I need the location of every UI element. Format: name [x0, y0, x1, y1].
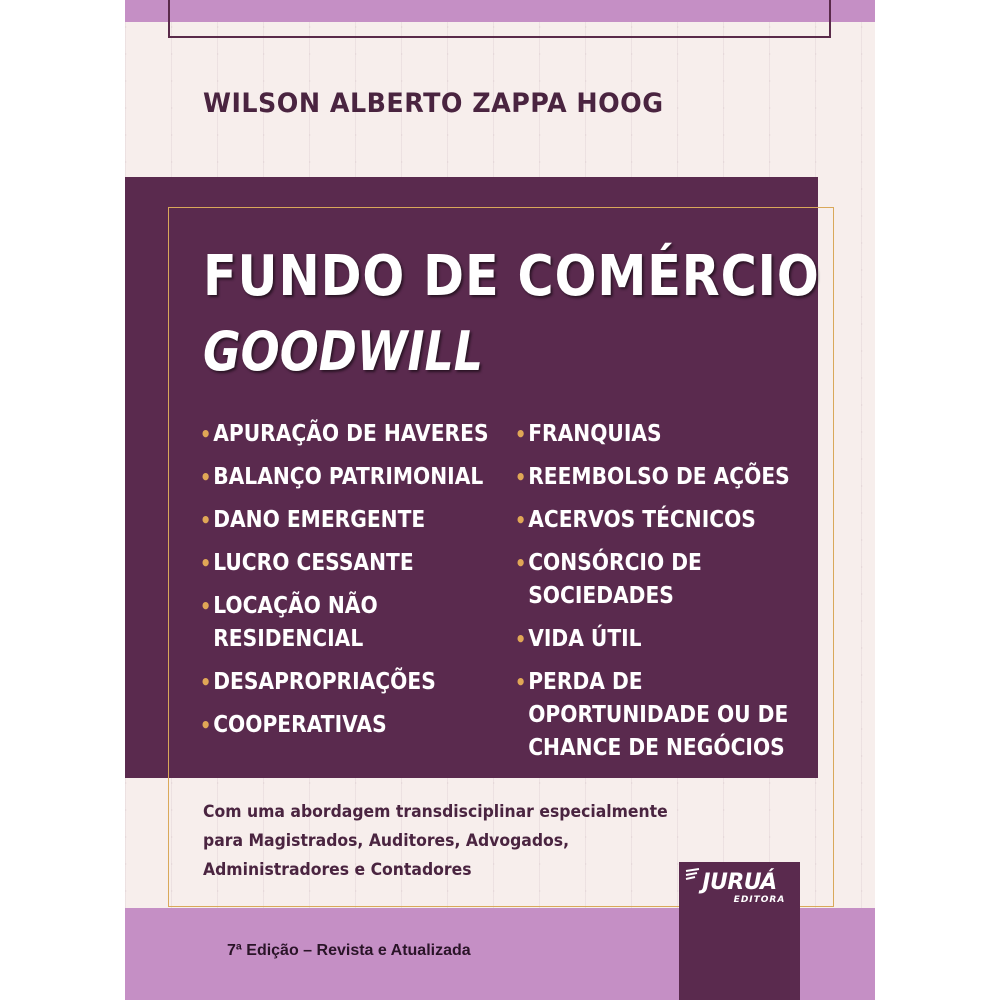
bullet-icon: •: [200, 551, 212, 575]
bullet-icon: •: [515, 422, 527, 446]
topic-line: ACERVOS TÉCNICOS: [528, 507, 756, 533]
topic-item: [200, 666, 482, 699]
top-frame: [168, 0, 831, 38]
publisher-name: JURUÁ: [702, 870, 777, 895]
publisher-logo: [679, 872, 800, 906]
topic-item: [200, 461, 482, 494]
abordagem-line: Administradores e Contadores: [203, 860, 472, 880]
bullet-icon: •: [200, 465, 212, 489]
bullet-icon: •: [515, 670, 527, 694]
abordagem-line: Com uma abordagem transdisciplinar especialmente: [203, 802, 668, 822]
bullet-icon: •: [200, 508, 212, 532]
topic-line: CONSÓRCIO DE: [528, 550, 702, 576]
book-cover: [125, 0, 875, 1000]
topic-line: PERDA DE: [528, 669, 643, 695]
topic-item: [200, 418, 489, 451]
bullet-icon: •: [200, 594, 212, 618]
topic-line: COOPERATIVAS: [213, 712, 387, 738]
topic-line: LOCAÇÃO NÃO: [213, 593, 378, 619]
bullet-icon: •: [515, 627, 527, 651]
bullet-icon: •: [200, 422, 212, 446]
topic-line: VIDA ÚTIL: [528, 626, 642, 652]
topic-item: [515, 418, 779, 451]
topic-item: [515, 666, 789, 765]
bullet-icon: •: [515, 551, 527, 575]
topic-item: [200, 590, 482, 656]
author-name: WILSON ALBERTO ZAPPA HOOG: [203, 88, 664, 119]
bullet-icon: •: [515, 508, 527, 532]
topic-item: [200, 547, 482, 580]
topic-item: [515, 547, 779, 613]
topic-line: CHANCE DE NEGÓCIOS: [528, 735, 785, 761]
topic-item: [200, 709, 482, 742]
publisher-block: [679, 862, 800, 1000]
topic-list-left: [200, 418, 520, 752]
topic-line: OPORTUNIDADE OU DE: [528, 702, 789, 728]
publisher-sub: EDITORA: [733, 895, 786, 905]
bullet-icon: •: [200, 670, 212, 694]
topic-item: [200, 504, 482, 537]
topic-line: SOCIEDADES: [528, 583, 674, 609]
topic-line: FRANQUIAS: [528, 421, 662, 447]
topic-item: [515, 504, 779, 537]
topic-line: BALANÇO PATRIMONIAL: [213, 464, 484, 490]
edition-label: 7ª Edição – Revista e Atualizada: [227, 942, 471, 959]
topic-item: [515, 623, 779, 656]
book-title: FUNDO DE COMÉRCIO: [203, 244, 820, 309]
topic-line: DANO EMERGENTE: [213, 507, 426, 533]
abordagem-line: para Magistrados, Auditores, Advogados,: [203, 831, 570, 851]
topic-line: LUCRO CESSANTE: [213, 550, 414, 576]
topic-line: REEMBOLSO DE AÇÕES: [528, 464, 790, 490]
book-subtitle: GOODWILL: [203, 320, 484, 383]
bullet-icon: •: [200, 713, 212, 737]
topic-item: [515, 461, 790, 494]
bullet-icon: •: [515, 465, 527, 489]
topic-list-right: [515, 418, 815, 775]
topic-line: RESIDENCIAL: [213, 626, 364, 652]
topic-line: DESAPROPRIAÇÕES: [213, 669, 436, 695]
abordagem-text: [203, 798, 718, 885]
topic-line: APURAÇÃO DE HAVERES: [213, 421, 489, 447]
